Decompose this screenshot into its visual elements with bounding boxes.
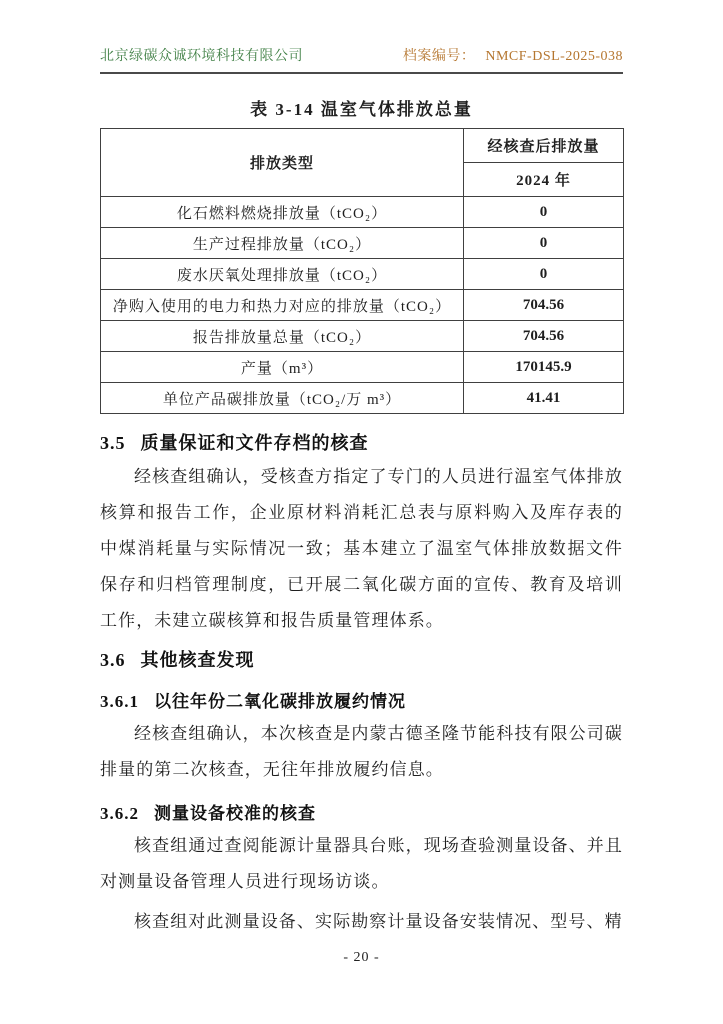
emission-type-cell: 产量（m³） [101,352,464,383]
company-name: 北京绿碳众诚环境科技有限公司 [100,49,303,64]
table-row [101,321,624,352]
section-number: 3.6.2 [100,804,139,823]
paragraph: 核查组对此测量设备、实际勘察计量设备安装情况、型号、精 [134,912,623,931]
table-row [101,197,624,228]
table-title: 表 3-14 温室气体排放总量 [250,100,473,119]
section-3-5-body [100,459,623,639]
section-number: 3.6.1 [100,692,139,711]
section-heading-3-6 [100,646,623,672]
table-header-row [101,129,624,163]
emissions-table [100,128,624,414]
emission-value-cell: 704.56 [464,290,624,321]
emission-value-cell: 704.56 [464,321,624,352]
section-title: 质量保证和文件存档的核查 [140,433,369,453]
column-header-verified-emissions: 经核查后排放量 [464,129,624,163]
table-row [101,290,624,321]
section-number: 3.6 [100,650,126,670]
emission-type-cell: 化石燃料燃烧排放量（tCO₂） [101,197,464,228]
archive-label: 档案编号： [402,49,476,64]
emission-type-cell: 单位产品碳排放量（tCO₂/万 m³） [101,383,464,414]
column-header-year: 2024 年 [464,163,624,197]
emission-value-cell: 41.41 [464,383,624,414]
paragraph: 核查组通过查阅能源计量器具台账，现场查验测量设备、并且对测量设备管理人员进行现场访谈。 [100,836,623,891]
table-row [101,228,624,259]
section-3-6-2-body [100,828,623,940]
column-header-emission-type: 排放类型 [101,129,464,197]
section-number: 3.5 [100,433,126,453]
archive-number-block [403,45,623,65]
page-header [100,45,623,74]
emission-type-cell: 报告排放量总量（tCO₂） [101,321,464,352]
emission-type-cell: 废水厌氧处理排放量（tCO₂） [101,259,464,290]
emission-type-cell: 净购入使用的电力和热力对应的排放量（tCO₂） [101,290,464,321]
emission-value-cell: 0 [464,197,624,228]
section-title: 以往年份二氧化碳排放履约情况 [154,692,406,711]
paragraph: 经核查组确认，受核查方指定了专门的人员进行温室气体排放核算和报告工作，企业原材料消耗汇总表与原料购入及库存表的中煤消耗量与实际情况一致；基本建立了温室气体排放数据文件保存和归档管理制度，已开展二氧化碳方面的宣传、教育及培训工作，未建立碳核算和报告质量管理体系。 [100,467,623,630]
emission-type-cell: 生产过程排放量（tCO₂） [101,228,464,259]
section-title: 其他核查发现 [140,650,255,670]
section-heading-3-6-1 [100,687,623,712]
emission-value-cell: 0 [464,259,624,290]
emission-value-cell: 170145.9 [464,352,624,383]
archive-value: NMCF-DSL-2025-038 [485,49,623,64]
table-row [101,383,624,414]
section-heading-3-5 [100,429,623,455]
section-heading-3-6-2 [100,799,623,824]
emission-value-cell: 0 [464,228,624,259]
page-number: - 20 - [343,950,380,965]
table-row [101,352,624,383]
table-row [101,259,624,290]
paragraph: 经核查组确认，本次核查是内蒙古德圣隆节能科技有限公司碳排量的第二次核查，无往年排放履约信息。 [100,724,623,779]
section-title: 测量设备校准的核查 [154,804,316,823]
section-3-6-1-body [100,716,623,788]
